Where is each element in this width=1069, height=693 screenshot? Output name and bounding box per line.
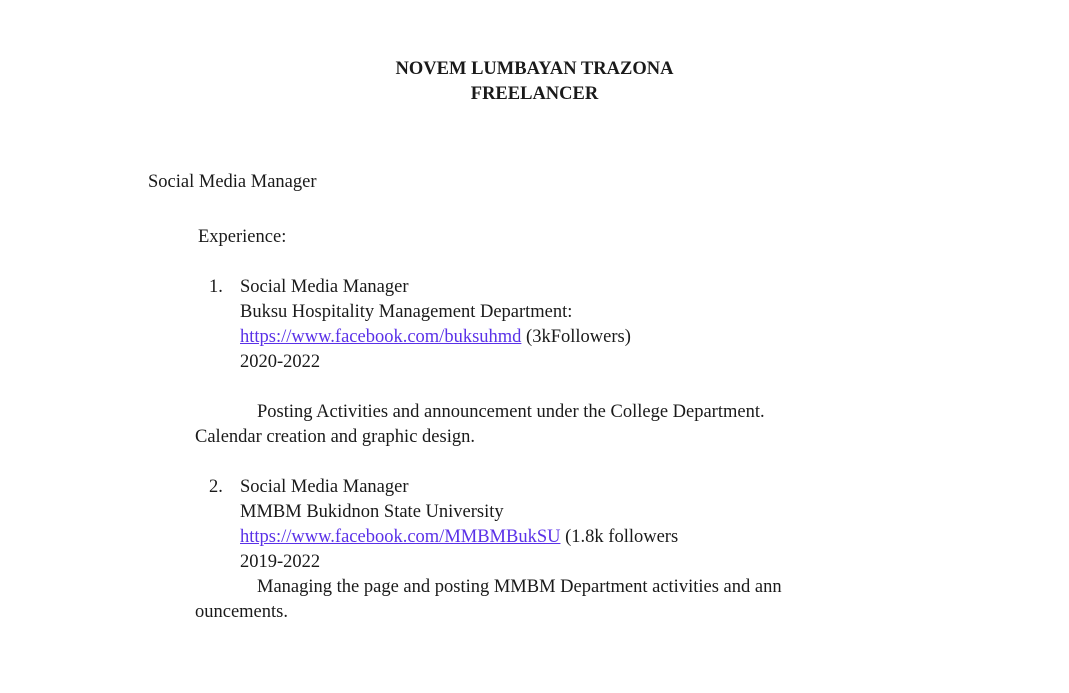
experience-number: 2. — [209, 477, 223, 497]
description-line: Managing the page and posting MMBM Department activities and ann — [257, 577, 782, 597]
followers-note: (1.8k followers — [560, 527, 679, 547]
experience-years: 2019-2022 — [240, 552, 321, 572]
experience-link-line — [240, 325, 631, 350]
facebook-link[interactable]: https://www.facebook.com/buksuhmd — [240, 327, 522, 347]
experience-years: 2020-2022 — [240, 352, 321, 372]
experience-section-label: Experience: — [198, 227, 287, 247]
experience-number: 1. — [209, 277, 223, 297]
role-heading: Social Media Manager — [148, 172, 317, 192]
experience-title: Social Media Manager — [240, 277, 409, 297]
experience-item-2 — [209, 475, 1069, 575]
document-header — [0, 0, 1069, 107]
description-line: Posting Activities and announcement under the College Department. — [257, 402, 765, 422]
experience-details — [240, 475, 678, 575]
experience-item-1 — [209, 275, 1069, 375]
followers-note: (3kFollowers) — [521, 327, 631, 347]
experience-details — [240, 275, 631, 375]
description-line: ouncements. — [195, 602, 288, 622]
experience-description-2 — [195, 575, 1069, 625]
experience-description-1 — [195, 400, 1069, 450]
experience-organization: MMBM Bukidnon State University — [240, 502, 504, 522]
person-name: NOVEM LUMBAYAN TRAZONA — [395, 59, 674, 79]
person-subtitle: FREELANCER — [470, 84, 599, 104]
experience-title: Social Media Manager — [240, 477, 409, 497]
experience-organization: Buksu Hospitality Management Department: — [240, 302, 573, 322]
facebook-link[interactable]: https://www.facebook.com/MMBMBukSU — [240, 527, 561, 547]
description-line: Calendar creation and graphic design. — [195, 427, 475, 447]
experience-link-line — [240, 525, 678, 550]
